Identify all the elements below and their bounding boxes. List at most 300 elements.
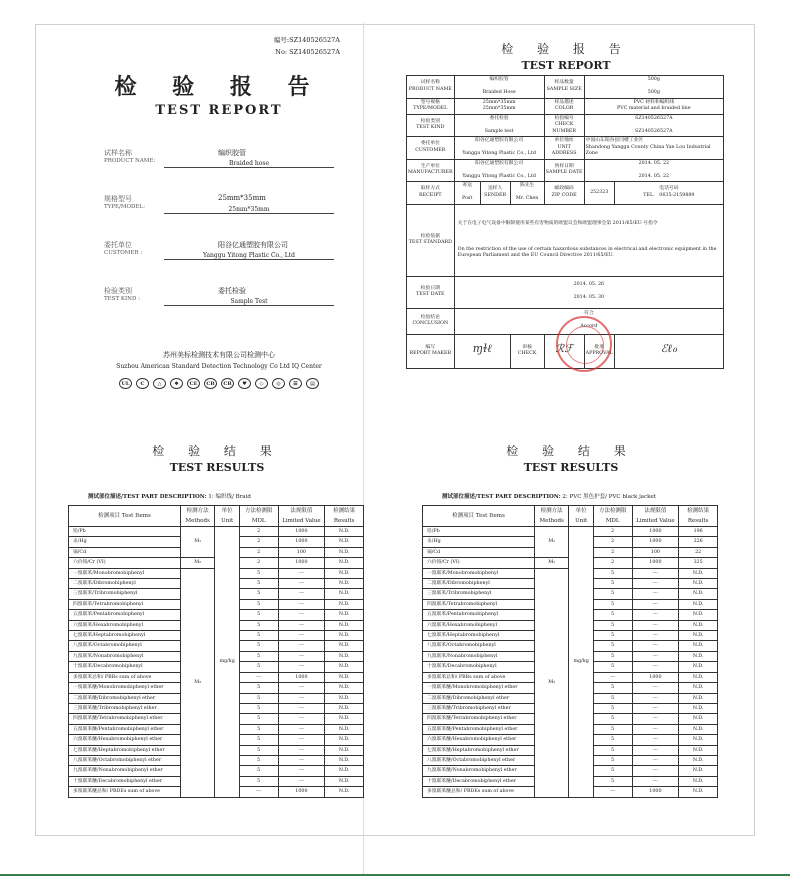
- mdl-cell: 2: [239, 547, 278, 557]
- report-title-cn: 检 验 报 告: [501, 42, 631, 56]
- field-label-cn: 规格型号: [104, 195, 132, 203]
- result-cell: N.D.: [679, 714, 718, 724]
- field-value-en: Yanggu Yitong Plastic Co., Ltd: [164, 252, 334, 260]
- mdl-cell: 5: [593, 735, 632, 745]
- certification-logo-icon: ◎: [272, 378, 285, 389]
- part-description-label: 测试部位描述/TEST PART DESCRIPTION:: [442, 494, 561, 500]
- certification-logo-icon: CB: [221, 378, 234, 389]
- value-cn: 中国山东阳谷县闫楼工业区: [585, 138, 644, 143]
- limit-cell: 1000: [632, 672, 679, 682]
- limit-cell: ---: [278, 568, 325, 578]
- test-item: 八溴联苯醚/Octabromobiphenyl ether: [69, 755, 181, 765]
- test-item: 九溴联苯醚/Nonabromobiphenyl ether: [423, 766, 535, 776]
- value-en: Braided Hose: [482, 90, 516, 95]
- label-cn: 委托单位: [420, 141, 440, 147]
- mdl-cell: 5: [593, 568, 632, 578]
- mdl-cell: 5: [593, 745, 632, 755]
- label-en: CHECK NUMBER: [552, 122, 577, 134]
- limit-cell: ---: [278, 766, 325, 776]
- value-cn: 编织胶管: [489, 77, 509, 82]
- mdl-cell: ---: [239, 672, 278, 682]
- mdl-cell: 5: [239, 631, 278, 641]
- result-cell: 226: [679, 537, 718, 547]
- value-en: Shandong Yanggu County China Yan Lou Industrial Zone: [585, 144, 711, 156]
- field-label-cn: 检验类别: [104, 287, 132, 295]
- certification-logo-icon: △: [153, 378, 166, 389]
- label-cn: 送样人: [487, 186, 503, 192]
- maker-signature: ɱɫℓ: [454, 334, 510, 368]
- result-cell: N.D.: [325, 589, 364, 599]
- limit-cell: 100: [278, 547, 325, 557]
- test-item: 八溴联苯/Octabromobiphenyl: [423, 641, 535, 651]
- column-header: 方法检测限 MDL: [239, 506, 278, 527]
- label-cn: 型号规格: [420, 99, 440, 105]
- standard-cn: 关于在电子电气设备中限制使用某些有害物质的欧盟议会和欧盟理事会第 2011/65/EU 号指令: [457, 220, 658, 226]
- results-title-cn: 检 验 结 果: [152, 444, 282, 458]
- value-en: Yanggu Yitong Plastic Co., Ltd: [462, 151, 536, 156]
- label-en: UNIT ADDRESS: [551, 144, 577, 156]
- mdl-cell: 5: [593, 620, 632, 630]
- test-item: 二溴联苯/Dibromobiphenyl: [69, 579, 181, 589]
- label-en: COLOR: [554, 106, 574, 111]
- result-cell: N.D.: [325, 693, 364, 703]
- test-item: 九溴联苯醚/Nonabromobiphenyl ether: [69, 766, 181, 776]
- method-cell: M₁: [180, 527, 215, 558]
- column-header: 检测项目 Test Items: [423, 506, 535, 527]
- certification-logo-icon: ☰: [289, 378, 302, 389]
- limit-cell: ---: [632, 703, 679, 713]
- column-header: 单位 Unit: [569, 506, 593, 527]
- result-cell: N.D.: [325, 745, 364, 755]
- result-cell: N.D.: [325, 703, 364, 713]
- result-cell: N.D.: [325, 755, 364, 765]
- result-cell: N.D.: [679, 787, 718, 797]
- result-cell: N.D.: [325, 579, 364, 589]
- value: 2014. 05. 26: [573, 282, 605, 288]
- limit-cell: ---: [632, 755, 679, 765]
- label-cn: 生产单位: [420, 163, 440, 169]
- result-cell: N.D.: [679, 610, 718, 620]
- method-cell: M₁: [534, 527, 569, 558]
- value: 252323: [590, 189, 609, 195]
- mdl-cell: 5: [239, 703, 278, 713]
- label-en: REPORT MAKER: [409, 351, 452, 356]
- mdl-cell: ---: [239, 787, 278, 797]
- mdl-cell: ---: [593, 672, 632, 682]
- test-item: 铅/Pb: [69, 527, 181, 537]
- result-cell: N.D.: [325, 537, 364, 547]
- results-table: [422, 505, 718, 798]
- test-item: 七溴联苯醚/Heptabromobiphenyl ether: [423, 745, 535, 755]
- mdl-cell: 5: [239, 651, 278, 661]
- mdl-cell: 5: [593, 703, 632, 713]
- part-description: [442, 492, 740, 500]
- mdl-cell: 5: [593, 693, 632, 703]
- mdl-cell: 2: [593, 547, 632, 557]
- column-header: 检测结果 Results: [679, 506, 718, 527]
- result-cell: N.D.: [325, 620, 364, 630]
- test-item: 四溴联苯醚/Tetrabromobiphenyl ether: [69, 714, 181, 724]
- table-header-row: [69, 506, 364, 527]
- test-item: 九溴联苯/Nonabromobiphenyl: [69, 651, 181, 661]
- limit-cell: ---: [278, 776, 325, 786]
- test-item: 三溴联苯/Tribromobiphenyl: [69, 589, 181, 599]
- certification-logo-icon: ♥: [238, 378, 251, 389]
- field-value-en: Sample Test: [164, 298, 334, 306]
- value: 2014. 05. 30: [573, 295, 605, 301]
- official-seal: [556, 316, 612, 372]
- test-item: 镉/Cd: [423, 547, 535, 557]
- label-cn: 到样日期: [554, 163, 574, 169]
- label-cn: 电话号码: [659, 186, 679, 192]
- label-en: CUSTOMER: [415, 147, 446, 153]
- checker-signature: ℛℱ: [544, 334, 584, 368]
- certification-logo-icon: CB: [204, 378, 217, 389]
- result-cell: N.D.: [679, 641, 718, 651]
- field-value-en: Braided hose: [164, 160, 334, 168]
- cover-fields: [88, 148, 350, 305]
- mdl-cell: 5: [593, 662, 632, 672]
- test-item: 六溴联苯醚/Hexabromobiphenyl ether: [69, 735, 181, 745]
- mdl-cell: 5: [239, 610, 278, 620]
- mdl-cell: 5: [239, 776, 278, 786]
- mdl-cell: 5: [593, 724, 632, 734]
- mdl-cell: 5: [239, 568, 278, 578]
- table-row: [423, 527, 718, 537]
- value-cn: 委托检验: [489, 115, 509, 121]
- label-cn: 取样方式: [420, 186, 440, 192]
- cover-title-cn: 检 验 报 告: [114, 74, 324, 100]
- label-en: RECEIPT: [419, 192, 442, 198]
- mdl-cell: 2: [593, 558, 632, 568]
- test-item: 四溴联苯/Tetrabromobiphenyl: [423, 599, 535, 609]
- value: 25mm*35mm: [482, 99, 516, 105]
- test-item: 多溴联苯醚总和/ PBDEs sum of above: [69, 787, 181, 797]
- value: 0635-2159889: [659, 192, 695, 198]
- test-item: 一溴联苯/Monobromobiphenyl: [69, 568, 181, 578]
- cover-title-en: TEST REPORT: [155, 103, 283, 118]
- value-cn: PVC 材料和编织线: [633, 99, 675, 105]
- test-item: 七溴联苯/Heptabromobiphenyl: [69, 631, 181, 641]
- value: SZ140526527A: [635, 128, 673, 134]
- label-cn: 试样名称: [420, 80, 440, 86]
- result-cell: N.D.: [679, 776, 718, 786]
- label-en: MANUFACTURER: [408, 170, 453, 176]
- table-row: [69, 527, 364, 537]
- limit-cell: ---: [632, 641, 679, 651]
- field-label-en: TYPE/MODEL:: [104, 204, 145, 210]
- mdl-cell: 5: [239, 641, 278, 651]
- result-cell: N.D.: [325, 766, 364, 776]
- limit-cell: ---: [278, 589, 325, 599]
- result-cell: N.D.: [679, 599, 718, 609]
- result-cell: N.D.: [679, 766, 718, 776]
- result-cell: N.D.: [679, 745, 718, 755]
- mdl-cell: 5: [593, 714, 632, 724]
- test-item: 多溴联苯总和/ PBBs sum of above: [69, 672, 181, 682]
- test-item: 汞/Hg: [423, 537, 535, 547]
- result-cell: N.D.: [679, 755, 718, 765]
- test-item: 汞/Hg: [69, 537, 181, 547]
- test-item: 镉/Cd: [69, 547, 181, 557]
- limit-cell: ---: [632, 631, 679, 641]
- mdl-cell: 5: [239, 620, 278, 630]
- test-item: 一溴联苯/Monobromobiphenyl: [423, 568, 535, 578]
- value: 2014. 05. 22: [638, 173, 670, 179]
- test-item: 一溴联苯醚/Monobromobiphenyl ether: [69, 683, 181, 693]
- certification-logo-icon: ◇: [255, 378, 268, 389]
- test-item: 十溴联苯醚/Decabromobiphenyl ether: [69, 776, 181, 786]
- test-item: 三溴联苯醚/Tribromobiphenyl ether: [423, 703, 535, 713]
- result-cell: N.D.: [325, 547, 364, 557]
- mdl-cell: 5: [239, 714, 278, 724]
- result-cell: N.D.: [679, 662, 718, 672]
- test-report-sheet: [400, 40, 732, 428]
- certification-logo-icon: C: [136, 378, 149, 389]
- limit-cell: ---: [632, 735, 679, 745]
- part-description-value: 2: PVC 黑色护套/ PVC black jacket: [562, 494, 656, 500]
- test-item: 五溴联苯醚/Pentabromobiphenyl ether: [423, 724, 535, 734]
- mdl-cell: 2: [593, 537, 632, 547]
- mdl-cell: 5: [239, 745, 278, 755]
- label-en: ZIP CODE: [551, 192, 577, 198]
- cover-field: [104, 148, 336, 167]
- limit-cell: 1000: [632, 558, 679, 568]
- result-cell: N.D.: [679, 620, 718, 630]
- label-en: TEST KIND: [416, 125, 445, 131]
- value: SZ140526527A: [635, 115, 673, 121]
- method-cell: M₃: [180, 568, 215, 797]
- column-header: 单位 Unit: [215, 506, 239, 527]
- result-cell: 325: [679, 558, 718, 568]
- field-label-cn: 委托单位: [104, 241, 132, 249]
- results-title-en: TEST RESULTS: [523, 461, 619, 474]
- certification-logo-icon: CE: [187, 378, 200, 389]
- limit-cell: ---: [278, 683, 325, 693]
- cover-field: [104, 194, 336, 213]
- value-en: Post: [461, 196, 473, 201]
- field-label-en: CUSTOMER :: [104, 250, 143, 256]
- value-cn: 陈先生: [519, 183, 535, 188]
- mdl-cell: 2: [239, 527, 278, 537]
- label-en: TEST STANDARD: [408, 240, 452, 245]
- approver-signature: ℰℓℴ: [614, 334, 723, 368]
- test-item: 六溴联苯/Hexabromobiphenyl: [423, 620, 535, 630]
- test-item: 八溴联苯醚/Octabromobiphenyl ether: [423, 755, 535, 765]
- result-cell: N.D.: [325, 651, 364, 661]
- certification-logo-icon: ❖: [170, 378, 183, 389]
- limit-cell: ---: [278, 693, 325, 703]
- result-cell: N.D.: [325, 631, 364, 641]
- result-cell: N.D.: [679, 724, 718, 734]
- mdl-cell: 5: [593, 651, 632, 661]
- limit-cell: ---: [632, 714, 679, 724]
- result-cell: N.D.: [679, 631, 718, 641]
- result-cell: N.D.: [325, 558, 364, 568]
- mdl-cell: 5: [593, 631, 632, 641]
- cover-field: [104, 286, 336, 305]
- value-en: Yanggu Yitong Plastic Co., Ltd: [462, 173, 536, 179]
- value-en: Accord: [580, 324, 598, 330]
- result-cell: N.D.: [679, 703, 718, 713]
- mdl-cell: 5: [239, 724, 278, 734]
- report-title-en: TEST REPORT: [521, 59, 611, 72]
- value-cn: 符合: [584, 311, 594, 317]
- field-value-cn: 阳谷亿通塑胶有限公司: [218, 241, 288, 249]
- test-item: 多溴联苯醚总和/ PBDEs sum of above: [423, 787, 535, 797]
- field-label-en: PRODUCT NAME:: [104, 158, 156, 164]
- test-item: 一溴联苯醚/Monobromobiphenyl ether: [423, 683, 535, 693]
- result-cell: N.D.: [325, 599, 364, 609]
- cover-field: [104, 240, 336, 259]
- test-item: 十溴联苯醚/Decabromobiphenyl ether: [423, 776, 535, 786]
- result-cell: N.D.: [325, 662, 364, 672]
- test-item: 多溴联苯总和/ PBBs sum of above: [423, 672, 535, 682]
- mdl-cell: 2: [239, 558, 278, 568]
- column-header: 检测方法 Methods: [180, 506, 215, 527]
- results-page-2: [402, 442, 740, 822]
- report-number-cn: 编号:SZ140526527A: [273, 36, 340, 44]
- certification-logo-icon: ▤: [306, 378, 319, 389]
- result-cell: N.D.: [325, 672, 364, 682]
- value-cn: 阳谷亿通塑胶有限公司: [475, 138, 524, 143]
- result-cell: N.D.: [679, 735, 718, 745]
- label-cn: 样品描述: [554, 99, 574, 105]
- result-cell: N.D.: [679, 651, 718, 661]
- mdl-cell: 5: [239, 589, 278, 599]
- label-cn: 检验编号: [554, 115, 574, 121]
- result-cell: N.D.: [679, 672, 718, 682]
- test-item: 六溴联苯/Hexabromobiphenyl: [69, 620, 181, 630]
- result-cell: N.D.: [325, 641, 364, 651]
- cover-page: [88, 34, 350, 406]
- limit-cell: 1000: [278, 558, 325, 568]
- mdl-cell: 5: [239, 735, 278, 745]
- label-en: TYPE/MODEL: [413, 106, 448, 111]
- result-cell: N.D.: [325, 787, 364, 797]
- cover-org-en: Suzhou American Standard Detection Technology Co Ltd IQ Center: [116, 363, 322, 370]
- unit-cell: mg/kg: [569, 527, 593, 798]
- mdl-cell: 5: [593, 766, 632, 776]
- test-item: 十溴联苯/Decabromobiphenyl: [69, 662, 181, 672]
- test-item: 六溴联苯醚/Hexabromobiphenyl ether: [423, 735, 535, 745]
- limit-cell: ---: [278, 735, 325, 745]
- label-cn: 检验结论: [420, 314, 440, 320]
- label-cn: 审核: [522, 344, 532, 350]
- field-value-cn: 25mm*35mm: [218, 194, 266, 202]
- result-cell: N.D.: [325, 527, 364, 537]
- limit-cell: 1000: [278, 537, 325, 547]
- results-title-en: TEST RESULTS: [169, 461, 265, 474]
- label-cn: 检验日期: [420, 285, 440, 291]
- label-cn: 检验类别: [420, 118, 440, 124]
- certification-logos: [88, 378, 350, 389]
- test-item: 四溴联苯醚/Tetrabromobiphenyl ether: [423, 714, 535, 724]
- table-header-row: [423, 506, 718, 527]
- result-cell: 22: [679, 547, 718, 557]
- mdl-cell: 5: [593, 776, 632, 786]
- result-cell: N.D.: [325, 724, 364, 734]
- limit-cell: ---: [278, 755, 325, 765]
- column-header: 方法检测限 MDL: [593, 506, 632, 527]
- limit-cell: ---: [632, 745, 679, 755]
- limit-cell: ---: [632, 683, 679, 693]
- results-page-1: [48, 442, 386, 822]
- mdl-cell: 5: [593, 599, 632, 609]
- report-number-en: No: SZ140526527A: [275, 48, 340, 56]
- label-en: TEL.: [643, 192, 655, 198]
- result-cell: N.D.: [325, 683, 364, 693]
- value-cn: 寄送: [462, 183, 472, 188]
- label-en: CONCLUSION: [412, 321, 449, 326]
- mdl-cell: 5: [593, 579, 632, 589]
- value: 500g: [647, 90, 660, 95]
- limit-cell: 1000: [632, 527, 679, 537]
- value: 2014. 05. 22: [638, 160, 670, 166]
- value-en: PVC material and braided line: [617, 106, 691, 111]
- limit-cell: 1000: [632, 537, 679, 547]
- label-cn: 批准: [594, 344, 605, 350]
- limit-cell: ---: [632, 766, 679, 776]
- mdl-cell: 5: [239, 599, 278, 609]
- result-cell: N.D.: [679, 579, 718, 589]
- mdl-cell: 5: [239, 755, 278, 765]
- limit-cell: ---: [278, 641, 325, 651]
- mdl-cell: 2: [593, 527, 632, 537]
- method-cell: M₂: [534, 558, 569, 568]
- test-item: 七溴联苯醚/Heptabromobiphenyl ether: [69, 745, 181, 755]
- field-label-cn: 试样名称: [104, 149, 132, 157]
- mdl-cell: 5: [239, 766, 278, 776]
- mdl-cell: 2: [239, 537, 278, 547]
- limit-cell: ---: [632, 662, 679, 672]
- limit-cell: ---: [278, 662, 325, 672]
- result-cell: N.D.: [325, 568, 364, 578]
- limit-cell: ---: [278, 703, 325, 713]
- test-item: 二溴联苯/Dibromobiphenyl: [423, 579, 535, 589]
- test-item: 五溴联苯醚/Pentabromobiphenyl ether: [69, 724, 181, 734]
- label-en: APPROVAL: [585, 351, 613, 356]
- column-header: 检测方法 Methods: [534, 506, 569, 527]
- test-item: 五溴联苯/Pentabromobiphenyl: [69, 610, 181, 620]
- limit-cell: ---: [278, 651, 325, 661]
- test-item: 三溴联苯醚/Tribromobiphenyl ether: [69, 703, 181, 713]
- mdl-cell: 5: [239, 662, 278, 672]
- mdl-cell: 5: [239, 683, 278, 693]
- limit-cell: 1000: [278, 527, 325, 537]
- limit-cell: ---: [278, 724, 325, 734]
- result-cell: 196: [679, 527, 718, 537]
- test-item: 三溴联苯/Tribromobiphenyl: [423, 589, 535, 599]
- test-item: 九溴联苯/Nonabromobiphenyl: [423, 651, 535, 661]
- label-en: CHECK: [517, 351, 537, 356]
- limit-cell: ---: [632, 651, 679, 661]
- mdl-cell: 5: [593, 683, 632, 693]
- method-cell: M₂: [180, 558, 215, 568]
- result-cell: N.D.: [679, 683, 718, 693]
- results-table: [68, 505, 364, 798]
- field-value-cn: 编织胶管: [218, 149, 246, 157]
- limit-cell: ---: [278, 631, 325, 641]
- label-cn: 编写: [425, 344, 436, 350]
- limit-cell: ---: [632, 724, 679, 734]
- part-description: [88, 492, 386, 500]
- mdl-cell: 5: [593, 641, 632, 651]
- limit-cell: ---: [632, 579, 679, 589]
- field-value-en: 25mm*35mm: [164, 206, 334, 214]
- label-en: PRODUCT NAME: [408, 86, 452, 92]
- mdl-cell: 5: [593, 755, 632, 765]
